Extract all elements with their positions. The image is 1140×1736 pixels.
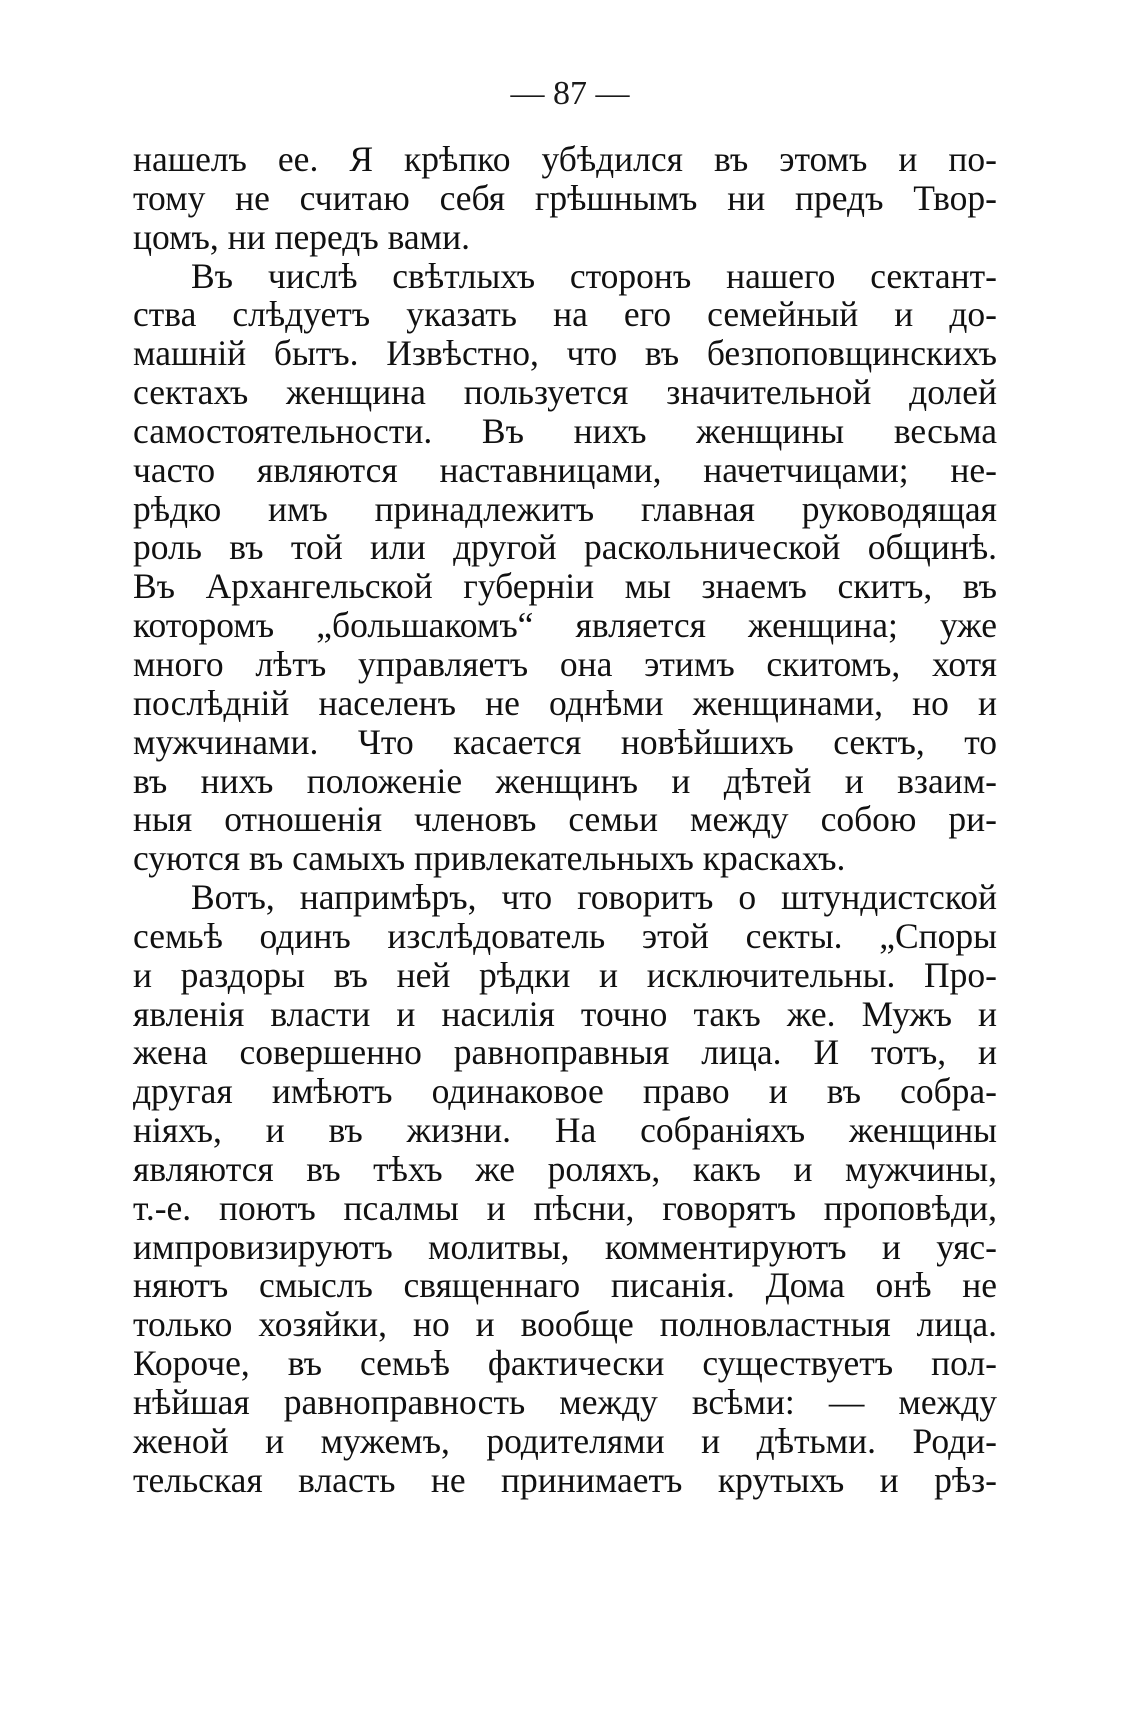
text-line: ныя отношенія членовъ семьи между собою ри- — [133, 799, 997, 840]
text-line: женой и мужемъ, родителями и дѣтьми. Роди- — [133, 1420, 997, 1461]
text-line: семьѣ одинъ изслѣдователь этой секты. „Споры — [133, 915, 997, 956]
text-line: т.-е. поютъ псалмы и пѣсни, говорятъ проповѣди, — [133, 1187, 997, 1228]
text-line: самостоятельности. Въ нихъ женщины весьма — [133, 410, 997, 451]
text-line: и раздоры въ ней рѣдки и исключительны. Про- — [133, 954, 997, 995]
text-line: цомъ, ни передъ вами. — [133, 216, 470, 257]
text-line: явленія власти и насилія точно такъ же. Мужъ и — [133, 993, 997, 1034]
text-line: тельская власть не принимаетъ крутыхъ и рѣз- — [133, 1459, 997, 1500]
text-line: которомъ „большакомъ“ является женщина; уже — [133, 605, 997, 646]
text-line: Въ Архангельской губерніи мы знаемъ скитъ, въ — [133, 566, 997, 607]
body-text — [133, 140, 997, 1500]
text-line: машній бытъ. Извѣстно, что въ безпоповщинскихъ — [133, 333, 997, 374]
text-line: нашелъ ее. Я крѣпко убѣдился въ этомъ и по- — [133, 139, 997, 179]
text-line: няютъ смыслъ священнаго писанія. Дома онѣ не — [133, 1265, 997, 1306]
text-line: Короче, въ семьѣ фактически существуетъ пол- — [133, 1343, 997, 1384]
text-line: Въ числѣ свѣтлыхъ сторонъ нашего сектант- — [191, 255, 997, 296]
text-line: суются въ самыхъ привлекательныхъ краскахъ. — [133, 838, 846, 879]
text-line: другая имѣютъ одинаковое право и въ собра- — [133, 1071, 997, 1112]
text-line: тому не считаю себя грѣшнымъ ни предъ Твор- — [133, 177, 997, 218]
text-line: мужчинами. Что касается новѣйшихъ сектъ, то — [133, 721, 997, 762]
text-line: роль въ той или другой раскольнической общинѣ. — [133, 527, 997, 568]
text-line: много лѣтъ управляетъ она этимъ скитомъ, хотя — [133, 643, 997, 684]
text-line: Вотъ, напримѣръ, что говоритъ о штундистской — [191, 877, 997, 918]
text-line: послѣдній населенъ не однѣми женщинами, но и — [133, 682, 997, 723]
text-line: только хозяйки, но и вообще полновластныя лица. — [133, 1304, 997, 1345]
text-line: ства слѣдуетъ указать на его семейный и до- — [133, 294, 997, 335]
page-number: — 87 — — [510, 75, 630, 112]
text-line: жена совершенно равноправныя лица. И тотъ, и — [133, 1032, 997, 1073]
text-line: нѣйшая равноправность между всѣми: — между — [133, 1382, 997, 1422]
text-line: часто являются наставницами, начетчицами; не- — [133, 449, 997, 490]
text-line: импровизируютъ молитвы, комментируютъ и уяс- — [133, 1226, 997, 1267]
text-line: въ нихъ положеніе женщинъ и дѣтей и взаим- — [133, 760, 997, 801]
text-line: рѣдко имъ принадлежитъ главная руководящая — [133, 488, 997, 529]
text-line: ніяхъ, и въ жизни. На собраніяхъ женщины — [133, 1110, 997, 1151]
text-line: сектахъ женщина пользуется значительной долей — [133, 372, 997, 413]
text-line: являются въ тѣхъ же роляхъ, какъ и мужчины, — [133, 1148, 997, 1189]
